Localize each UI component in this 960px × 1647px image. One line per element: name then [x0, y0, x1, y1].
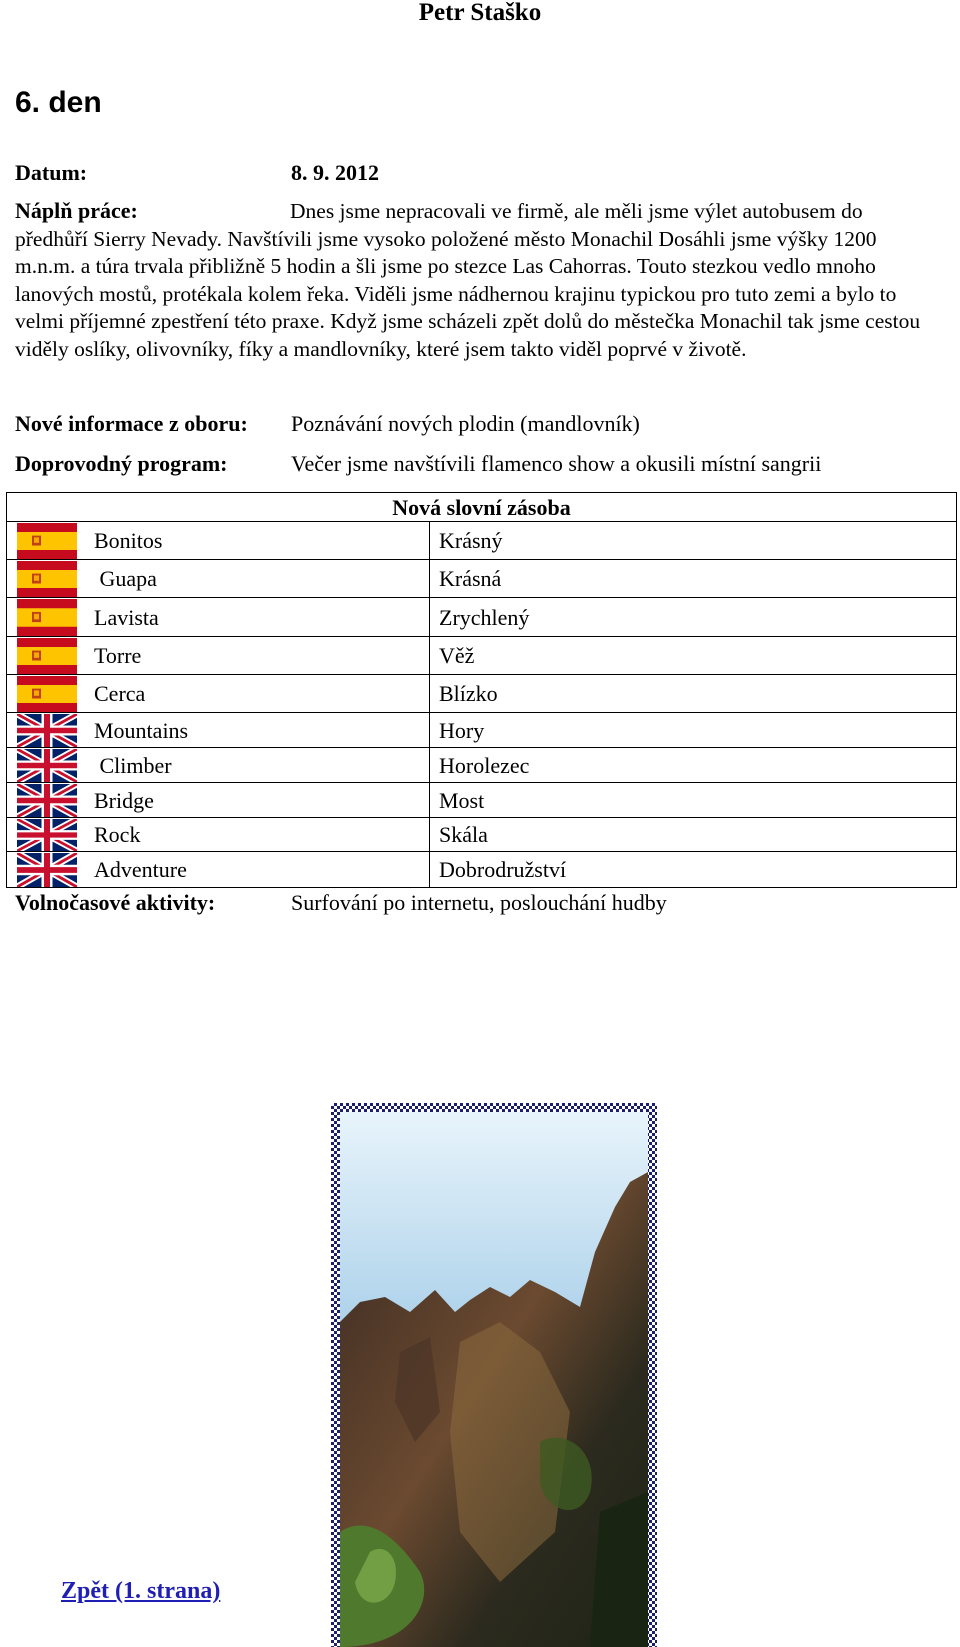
vocabulary-word: Climber	[94, 753, 172, 778]
day-title: 6. den	[15, 86, 102, 119]
vocabulary-row	[6, 522, 957, 560]
vocabulary-word: Bonitos	[94, 528, 163, 553]
vocabulary-translation: Skála	[439, 822, 488, 847]
work-label: Náplň práce:	[15, 198, 138, 223]
spain-flag-icon	[17, 523, 77, 559]
work-description: Dnes jsme nepracovali ve firmě, ale měli jsme výlet autobusem do předhůří Sierry Nevady. Navštívili jsme vysoko položené město Monachil Dosáhli jsme výšky 1200 m.n.m. a túra trvala přibližně 5 hodin a šli jsme po stezce Las Cahorras. Touto stezkou vedlo mnoho lanových mostů, protékala kolem řeka. Viděli jsme nádhernou krajinu typickou pro tuto zemi a bylo to velmi příjemné zpestření této praxe. Když jsme scházeli zpět dolů do městečka Monachil tak jsme cestou viděly oslíky, olivovníky, fíky a mandlovníky, které jsem takto viděl poprvé v životě.	[15, 199, 921, 361]
uk-flag-icon	[17, 749, 77, 782]
vocabulary-title: Nová slovní zásoba	[6, 492, 957, 522]
column-divider	[429, 783, 430, 817]
leisure-label-text: Volnočasové aktivity:	[15, 890, 216, 915]
column-divider	[429, 818, 430, 851]
spain-flag-icon	[17, 561, 77, 597]
vocabulary-translation: Krásná	[439, 566, 502, 591]
vocabulary-translation: Zrychlený	[439, 605, 530, 630]
vocabulary-row	[6, 560, 957, 598]
leisure-label	[15, 890, 215, 916]
new-info-value: Poznávání nových plodin (mandlovník)	[291, 411, 640, 436]
column-divider	[429, 713, 430, 747]
vocabulary-word: Lavista	[94, 605, 159, 630]
column-divider	[429, 852, 430, 887]
uk-flag-icon	[17, 819, 77, 851]
vocabulary-word: Cerca	[94, 681, 146, 706]
vocabulary-row	[6, 748, 957, 783]
column-divider	[429, 675, 430, 712]
column-divider	[429, 522, 430, 559]
vocabulary-translation: Věž	[439, 643, 475, 668]
date-label: Datum:	[15, 160, 88, 185]
uk-flag-icon	[17, 853, 77, 887]
vocabulary-row	[6, 852, 957, 888]
vocabulary-translation: Horolezec	[439, 753, 530, 778]
spain-flag-icon	[17, 599, 77, 636]
vocabulary-row	[6, 818, 957, 852]
uk-flag-icon	[17, 714, 77, 747]
vocabulary-word: Mountains	[94, 718, 189, 743]
vocabulary-word: Adventure	[94, 857, 187, 882]
program-value: Večer jsme navštívili flamenco show a okusili místní sangrii	[291, 451, 822, 476]
vocabulary-row	[6, 783, 957, 818]
uk-flag-icon	[17, 784, 77, 817]
date-value: 8. 9. 2012	[291, 160, 379, 185]
vocabulary-row	[6, 675, 957, 713]
spain-flag-icon	[17, 638, 77, 674]
vocabulary-translation: Hory	[439, 718, 485, 743]
program-label: Doprovodný program:	[15, 451, 228, 476]
vocabulary-translation: Dobrodružství	[439, 857, 567, 882]
spain-flag-icon	[17, 676, 77, 712]
vocabulary-row	[6, 598, 957, 637]
vocabulary-row	[6, 637, 957, 675]
vocabulary-translation: Most	[439, 788, 485, 813]
vocabulary-row	[6, 713, 957, 748]
vocabulary-translation: Krásný	[439, 528, 503, 553]
leisure-value: Surfování po internetu, poslouchání hudby	[291, 890, 667, 915]
new-info-label: Nové informace z oboru:	[15, 411, 248, 436]
vocabulary-word: Bridge	[94, 788, 154, 813]
author-name: Petr Staško	[418, 0, 542, 26]
vocabulary-translation: Blízko	[439, 681, 498, 706]
column-divider	[429, 637, 430, 674]
vocabulary-word: Rock	[94, 822, 141, 847]
column-divider	[429, 748, 430, 782]
photo-frame	[331, 1103, 657, 1647]
back-link[interactable]: Zpět (1. strana)	[61, 1578, 221, 1604]
vocabulary-word: Guapa	[94, 566, 157, 591]
column-divider	[429, 598, 430, 636]
mountain-photo	[340, 1112, 648, 1647]
column-divider	[429, 560, 430, 597]
vocabulary-table	[6, 492, 957, 888]
vocabulary-word: Torre	[94, 643, 142, 668]
